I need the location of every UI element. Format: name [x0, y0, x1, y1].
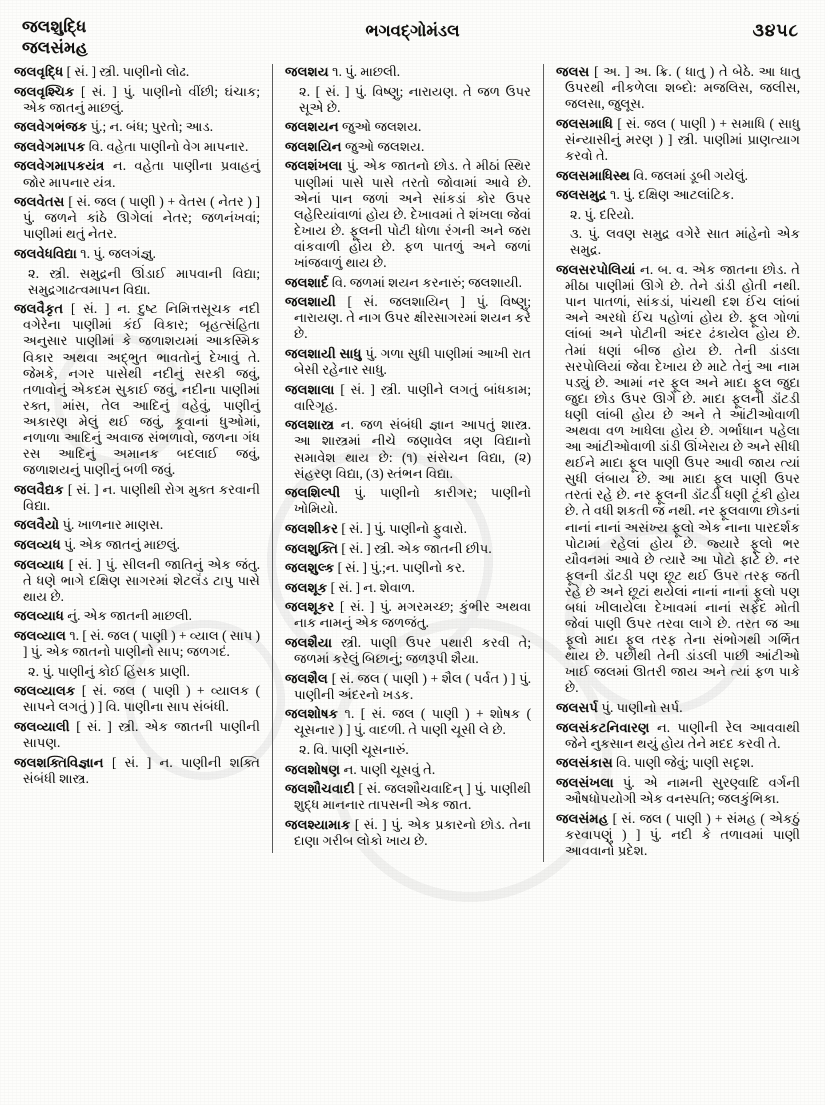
entry-definition: પું. પાણીનો કારીગર; પાણીનો ખોમિયો.: [294, 485, 531, 517]
entry-headword: જલશુક્તિ: [285, 540, 339, 556]
entry-headword: જલશાર્દ: [285, 274, 329, 290]
entry-definition: [ સં. ] સ્ત્રી. પાણીનો લોઢ.: [66, 64, 190, 79]
dictionary-entry: [285, 382, 531, 414]
dictionary-entry: [14, 719, 260, 751]
entry-headword: જલસરપોલિયાં: [556, 262, 636, 278]
entry-headword: જલવ્યાલક: [14, 683, 76, 699]
dictionary-entry: [556, 720, 800, 752]
running-head-left-line1: જલશુદ્ધિ: [22, 17, 87, 36]
page-number: ૩૪૫૮: [752, 21, 799, 40]
entry-headword: જલશુલ્ક: [285, 560, 335, 576]
entry-definition: ન. બ. વ. એક જાતના છોડ. તે મીઠા પાણીમાં ઊગે છે. તેને ડાંડી હોતી નથી. પાન પાતળાં, સાંકડાં, પાંચથી દશ ઈંચ લાંબાં અને અરધો ઈંચ પહોળાં હોય છે. ફૂલ ગોળાં લાંબાં અને પોટીની અંદર ઢંકાયેલ હોય છે. તેમાં ધણાં બીજ હોય છે. તેની ડાંડલા સરપોલિયાં જેવા દેખાય છે માટે તેનું આ નામ પડ્યું છે. આમાં નર ફૂલ અને માદા ફૂલ જુદા જુદા છોડ ઉપર ઊગે છે. માદા ફૂલની ડૉંટડી ધણી લાંબી હોય છે અને તે આંટીઓવાળી અથવા વળ ખાધેલા હોય છે. ગર્ભાધાન પહેલા આ આંટીઓવાળી ડાંડી ઊંખેરાય છે અને સીધી થઈને માદા ફૂલ પાણી ઉપર આવી જાય ત્યાં સુધી લંબાય છે. આ માદા ફૂલ પાણી ઉપર તરતાં રહે છે. નર ફૂલની ડૉંટડી ધણી ટૂંકી હોય છે. તે વધી શકતી જ નથી. નર ફૂલવાળા છોડનાં નાનાં નાનાં અસંખ્ય ફૂલો એક નાના પારદર્શક પોટામાં રહેલાં હોય છે. જ્યારે ફૂલો ભર યૌવનમાં આવે છે ત્યારે આ પોટો ફાટે છે. નર ફૂલની ડૉંટડી પણ છૂટ થઈ ઉપર તરફ જતી રહે છે અને છૂટાં થયેલાં નાનાં નાનાં ફૂલો પણ બધાં ખીલાયેલા દેખાવમાં નાનાં સફેદ મોતી જેવાં પાણી ઉપર તરવા લાગે છે. તરત જ આ ફૂલો માદા ફૂલ તરફ તેના સંભોગથી ગર્ભિત થાય છે. પછીથી તેની ડાંડલી પાછી આંટીઓ ખાઈ જલમાં ઊતરી જાય અને ત્યાં ફળ પાકે છે.: [565, 262, 800, 696]
entry-definition: [ સં. ] ન. પાણીથી રોગ મુક્ત કરવાની વિદ્યા.: [23, 481, 261, 513]
entry-definition: ૧. પું. જલગંજ્ઞુ.: [80, 245, 156, 261]
entry-definition: ૨. સ્ત્રી. સમુદ્રની ઊંડાઈ માપવાની વિદ્યા; સમુદ્રગાઢત્વમાપન વિદ્યા.: [28, 265, 260, 297]
dictionary-title: ભગવદ્ગોમંડલ: [365, 21, 460, 40]
entry-definition: પું. એક જાતનો છોડ. તે મીઠાં સ્થિર પાણીમાં પાસે પાસે તરતો જોવામાં આવે છે. એનાં પાન જળાં અને સાંકડાં કોર ઉપર લહેરિયાંવાળાં હોય છે. દેખાવમાં તે શંખલા જેવાં દેખાય છે. ફૂલની પોટી ધોળા રંગની અને જરા વાંકવાળી હોય છે. ફળ પાતળું અને જળાં ખાંજવાળું થાય છે.: [294, 158, 532, 271]
entry-definition: પું. પાણીનો સર્પ.: [601, 700, 683, 716]
dictionary-sense: [556, 207, 800, 223]
dictionary-sense: [285, 742, 531, 758]
entry-headword: જલવૃશ્ચિક: [14, 83, 75, 99]
entry-definition: [ સં. ] પું. પાણીનો ફુવારો.: [341, 520, 467, 536]
dictionary-entry: [556, 262, 800, 697]
entry-definition: ન. પાણી ચૂસવું તે.: [343, 761, 436, 777]
entry-headword: જલસંખલા: [556, 774, 614, 790]
dictionary-entry: [556, 775, 800, 807]
entry-definition: ૧. પું. માછલી.: [332, 64, 401, 79]
entry-definition: [ સં. ] પું. પાણીનો વીંછી; ઘંચાક; એક જાતનું માછલું.: [23, 83, 260, 115]
entry-headword: જલવ્યાધ: [14, 608, 64, 624]
dictionary-sense: [285, 84, 531, 116]
column-container: [14, 64, 811, 1092]
entry-definition: [ સં. ] પું. મગરમચ્છ; કુંભીર અથવા નાક નામનું એક જળજંતુ.: [294, 599, 531, 631]
entry-definition: [ સં. ] ન. પાણીની શક્તિ સંબંધી શાસ્ત્ર.: [23, 754, 260, 786]
dictionary-entry: [556, 116, 800, 164]
entry-definition: ન. જળ સંબંધી જ્ઞાન આપતું શાસ્ત્ર. આ શાસ્ત્રમાં નીચે જણાવેલ ત્રણ વિદ્યાનો સમાવેશ થાય છે: (૧) સંસેચન વિદ્યા, (૨) સંહરણ વિદ્યા, (૩) સ્તંભન વિદ્યા.: [294, 417, 531, 481]
entry-headword: જલવૈકૃત: [14, 301, 64, 317]
entry-definition: [ સં. ] ન. દુષ્ટ નિમિત્તસૂચક નદી વગેરેના પાણીમાં કંઈ વિકાર; બૃહત્સંહિતા અનુસાર પાણીમાં કે જળાશયમાં આકસ્મિક વિકાર અથવા અદ્ભુત ભાવતોનું દેખાવું તે. જેમકે, નગર પાસેથી નદીનું સરકી જવું, તળાવોનું એકદમ સુકાઈ જવું, નદીના પાણીમાં રક્ત, માંસ, તેલ આદિનું વહેવું, પાણીનું અકારણ મેલું થઈ જવું, કૂવાનાં ધુઓમાં, નળાળા આદિનું અવાજ સંભળાવો, જળના ગંધ રસ આદિનું અમાનક બદલાઈ જવું, જળાશયનું પાણીનું બળી જવું.: [23, 301, 260, 478]
entry-headword: જલવેતસ: [14, 194, 65, 210]
dictionary-entry: [14, 482, 260, 514]
dictionary-entry: [14, 628, 260, 660]
dictionary-entry: [285, 599, 531, 631]
entry-headword: જલવૃદ્ધિ: [14, 64, 64, 79]
dictionary-sense: [14, 664, 260, 680]
entry-headword: જલશયન: [285, 119, 339, 135]
dictionary-entry: [285, 580, 531, 596]
entry-headword: જલસંકટનિવારણ: [556, 719, 650, 735]
dictionary-entry: [556, 168, 800, 184]
entry-definition: [ સં. જલ ( પાણી ) + સંમહ ( એકઠું કરવાપણું ) ] પું. નદી કે તળાવમાં પાણી આવવાનો પ્રદેશ.: [565, 810, 800, 858]
entry-definition: પું. ખાળનાર માણસ.: [62, 517, 164, 533]
dictionary-entry: [285, 158, 531, 271]
dictionary-entry: [14, 194, 260, 242]
entry-definition: જુઓ જલશય.: [345, 138, 425, 154]
entry-definition: [ સં. ] પું. સીલની જાતિનું એક જંતુ. તે ધણે ભાગે દક્ષિણ સાગરમાં શેટલૅંડ ટાપુ પાસે થાય છે.: [23, 556, 260, 604]
entry-definition: ૧. [ સં. જલ ( પાણી ) + વ્યાલ ( સાપ ) ] પું. એક જાતનો પાણીનો સાપ; જળગદં.: [23, 628, 260, 660]
entry-headword: જલશૈલ: [285, 670, 328, 686]
entry-headword: જલશ્યામાક: [285, 816, 351, 832]
entry-definition: [ સં. ] સ્ત્રી. એક જાતની પાણીની સાપણ.: [23, 718, 261, 751]
entry-headword: જલવેગભંજક: [14, 119, 88, 135]
entry-definition: ૨. [ સં. ] પું. વિષ્ણુ; નારાયણ. તે જળ ઉપર સૂએ છે.: [299, 83, 531, 115]
dictionary-entry: [285, 706, 531, 738]
entry-definition: પું. એ નામની સુરણ્વાદિ વર્ગની ઔષધોપયોગી એક વનસ્પતિ; જલકુંભિકા.: [565, 774, 801, 807]
entry-headword: જલશૂકર: [285, 599, 335, 615]
dictionary-entry: [14, 537, 260, 553]
entry-headword: જલશાયી સાધુ: [285, 346, 362, 361]
entry-definition: [ સં. જલશાયિન્ ] પું. વિષ્ણુ; નારાયણ. તે નાગ ઉપર ક્ષીરસાગરમાં શયન કરે છે.: [294, 294, 531, 342]
entry-headword: જલવ્યાલી: [14, 718, 70, 734]
entry-definition: [ સં. જલશૌચવાદિન્ ] પું. પાણીથી શુદ્ધ માનનાર તાપસની એક જાત.: [294, 781, 531, 813]
dictionary-entry: [14, 84, 260, 116]
entry-definition: ૨. પું. પાણીનું કોઈ હિંસક પ્રાણી.: [28, 663, 190, 679]
entry-definition: ન. વહેતા પાણીના પ્રવાહનું જોર માપનાર યંત્ર.: [23, 158, 261, 190]
entry-headword: જલશીકર: [285, 520, 339, 536]
dictionary-entry: [556, 755, 800, 771]
entry-headword: જલશોષક: [285, 706, 339, 722]
dictionary-entry: [285, 64, 531, 80]
dictionary-entry: [285, 485, 531, 517]
dictionary-entry: [285, 817, 531, 849]
dictionary-entry: [14, 64, 260, 80]
dictionary-entry: [14, 557, 260, 605]
dictionary-entry: [556, 187, 800, 203]
dictionary-entry: [14, 301, 260, 478]
entry-definition: પું. એક જાતનું માછલું.: [64, 537, 180, 553]
entry-headword: જલવેગમાપકયંત્ર: [14, 158, 105, 174]
entry-definition: વિ. જળમાં શયન કરનારું; જલશાયી.: [331, 274, 522, 290]
entry-headword: જલશય: [285, 64, 329, 79]
entry-headword: જલવેગમાપક: [14, 138, 86, 154]
dictionary-sense: [14, 266, 260, 298]
dictionary-entry: [285, 762, 531, 778]
entry-headword: જલશૌચવાદી: [285, 781, 355, 797]
entry-headword: જલશક્તિવિજ્ઞાન: [14, 754, 104, 770]
entry-headword: જલશંખલા: [285, 158, 343, 174]
column-2: [272, 64, 540, 853]
entry-headword: જલશોષણ: [285, 761, 341, 777]
entry-headword: જલવ્યાધ: [14, 556, 64, 572]
entry-definition: [ અ. ] અ. ક્રિ. ( ધાતુ ) તે બેઠે. આ ધાતુ ઉપરથી નીકળેલા શબ્દો: મજલિસ, જલીસ, જલસા, જુલૂસ.: [565, 64, 800, 112]
dictionary-entry: [285, 294, 531, 342]
entry-definition: પું.; ન. બંધ; પુરતો; આડ.: [90, 119, 214, 135]
entry-headword: જલવ્યધ: [14, 537, 61, 553]
entry-definition: ૨. પું. દરિયો.: [570, 206, 635, 222]
entry-definition: સ્ત્રી. પાણી ઉપર પથારી કરવી તે; જળમાં કરેલું બિછાનું; જળરૂપી શૈયા.: [294, 635, 532, 667]
dictionary-entry: [285, 139, 531, 155]
dictionary-sense: [556, 226, 800, 258]
entry-headword: જલવેધવિદ્યા: [14, 245, 77, 261]
entry-headword: જલવૈયો: [14, 517, 60, 533]
entry-headword: જલસમાધિ: [556, 115, 614, 131]
entry-definition: [ સં. ] સ્ત્રી. પાણીને લગતું બાંધકામ; વારિગૃહ.: [294, 381, 532, 413]
entry-definition: ૩. પું. લવણ સમુદ્ર વગેરે સાત માંહેનો એક સમુદ્ર.: [570, 226, 800, 258]
entry-headword: જલસમાધિસ્થ: [556, 167, 630, 183]
entry-definition: ૨. વિ. પાણી ચૂસનારું.: [299, 742, 409, 758]
entry-headword: જલસર્પ: [556, 700, 599, 716]
running-head: [0, 16, 825, 62]
entry-headword: જલશાયી: [285, 294, 336, 310]
dictionary-entry: [285, 521, 531, 537]
entry-definition: વિ. વહેતા પાણીનો વેગ માપનાર.: [88, 138, 249, 154]
dictionary-entry: [285, 275, 531, 291]
dictionary-entry: [14, 139, 260, 155]
dictionary-entry: [14, 755, 260, 787]
dictionary-entry: [285, 635, 531, 667]
entry-headword: જલશાલા: [285, 381, 335, 397]
entry-headword: જલશયિન: [285, 138, 342, 154]
entry-definition: [ સં. ] ન. શેવાળ.: [330, 579, 415, 595]
dictionary-entry: [285, 560, 531, 576]
entry-definition: [ સં. ] પું.;ન. પાણીનો કર.: [337, 560, 466, 576]
column-1: [14, 64, 269, 790]
entry-headword: જલવૈદ્યક: [14, 481, 64, 497]
entry-definition: પું. ગળા સુધી પાણીમાં આખી રાત બેસી રહેનાર સાધુ.: [294, 346, 531, 378]
dictionary-entry: [14, 246, 260, 262]
dictionary-entry: [14, 683, 260, 715]
entry-definition: [ સં. જલ ( પાણી ) + વેતસ ( નેતર ) ] પું. જળને કાંઠે ઊગેલાં નેતર; જળનંખવાં; પાણીમાં થતું નેતર.: [23, 194, 260, 242]
dictionary-entry: [285, 119, 531, 135]
dictionary-entry: [14, 608, 260, 624]
dictionary-entry: [14, 517, 260, 533]
entry-definition: [ સં. જલ ( પાણી ) + વ્યાલક ( સાપને લગતું ) ] વિ. પાણીના સાપ સંબંધી.: [23, 683, 260, 715]
entry-headword: જલવ્યાલ: [14, 628, 67, 643]
entry-definition: વિ. જલમાં ડૂબી ગયેલું.: [633, 167, 748, 183]
running-head-left-line2: જલસંમહ: [22, 38, 88, 57]
entry-definition: નું. એક જાતની માછલી.: [67, 608, 192, 624]
dictionary-entry: [285, 781, 531, 813]
entry-definition: ન. પાણીની રેલ આવવાથી જેને નુકસાન થયું હોય તેને મદદ કરવી તે.: [565, 719, 801, 751]
entry-headword: જલશાસ્ત્ર: [285, 417, 335, 433]
entry-definition: ૧. [ સં. જલ ( પાણી ) + શોષક ( ચૂસનાર ) ] પું. વાદળી. તે પાણી ચૂસી લે છે.: [294, 706, 531, 738]
entry-definition: [ સં. ] સ્ત્રી. એક જાતની છીપ.: [341, 540, 492, 556]
entry-definition: વિ. પાણી જેવું; પાણી સદૃશ.: [616, 755, 754, 771]
entry-headword: જલસંમહ: [556, 810, 609, 826]
entry-definition: [ સં. ] પું. એક પ્રકારનો છોડ. તેના દાણા ગરીબ લોકો ખાય છે.: [294, 816, 531, 849]
entry-definition: જુઓ જલશય.: [342, 119, 422, 135]
column-3: [543, 64, 809, 862]
entry-headword: જલશિલ્પી: [285, 485, 341, 501]
dictionary-entry: [285, 417, 531, 481]
entry-headword: જલસંકાસ: [556, 755, 613, 771]
entry-headword: જલસમુદ્ર: [556, 187, 607, 203]
dictionary-entry: [285, 346, 531, 378]
entry-headword: જલસ: [556, 64, 590, 79]
entry-definition: [ સં. જલ ( પાણી ) + શૈલ ( પર્વત ) ] પું. પાણીની અંદરનો ખડક.: [294, 670, 532, 702]
dictionary-entry: [285, 541, 531, 557]
dictionary-entry: [556, 811, 800, 859]
dictionary-entry: [556, 700, 800, 716]
dictionary-entry: [285, 671, 531, 703]
entry-definition: [ સં. જલ ( પાણી ) + સમાધિ ( સાધુ સંન્યાસીનું મરણ ) ] સ્ત્રી. પાણીમાં પ્રાણત્યાગ કરવો તે.: [565, 115, 800, 163]
entry-definition: ૧. પું. દક્ષિણ આટલાંટિક.: [610, 187, 734, 203]
dictionary-entry: [14, 158, 260, 190]
entry-headword: જલશૈયા: [285, 635, 333, 650]
dictionary-entry: [14, 119, 260, 135]
dictionary-entry: [556, 64, 800, 112]
entry-headword: જલશૂક: [285, 579, 328, 595]
